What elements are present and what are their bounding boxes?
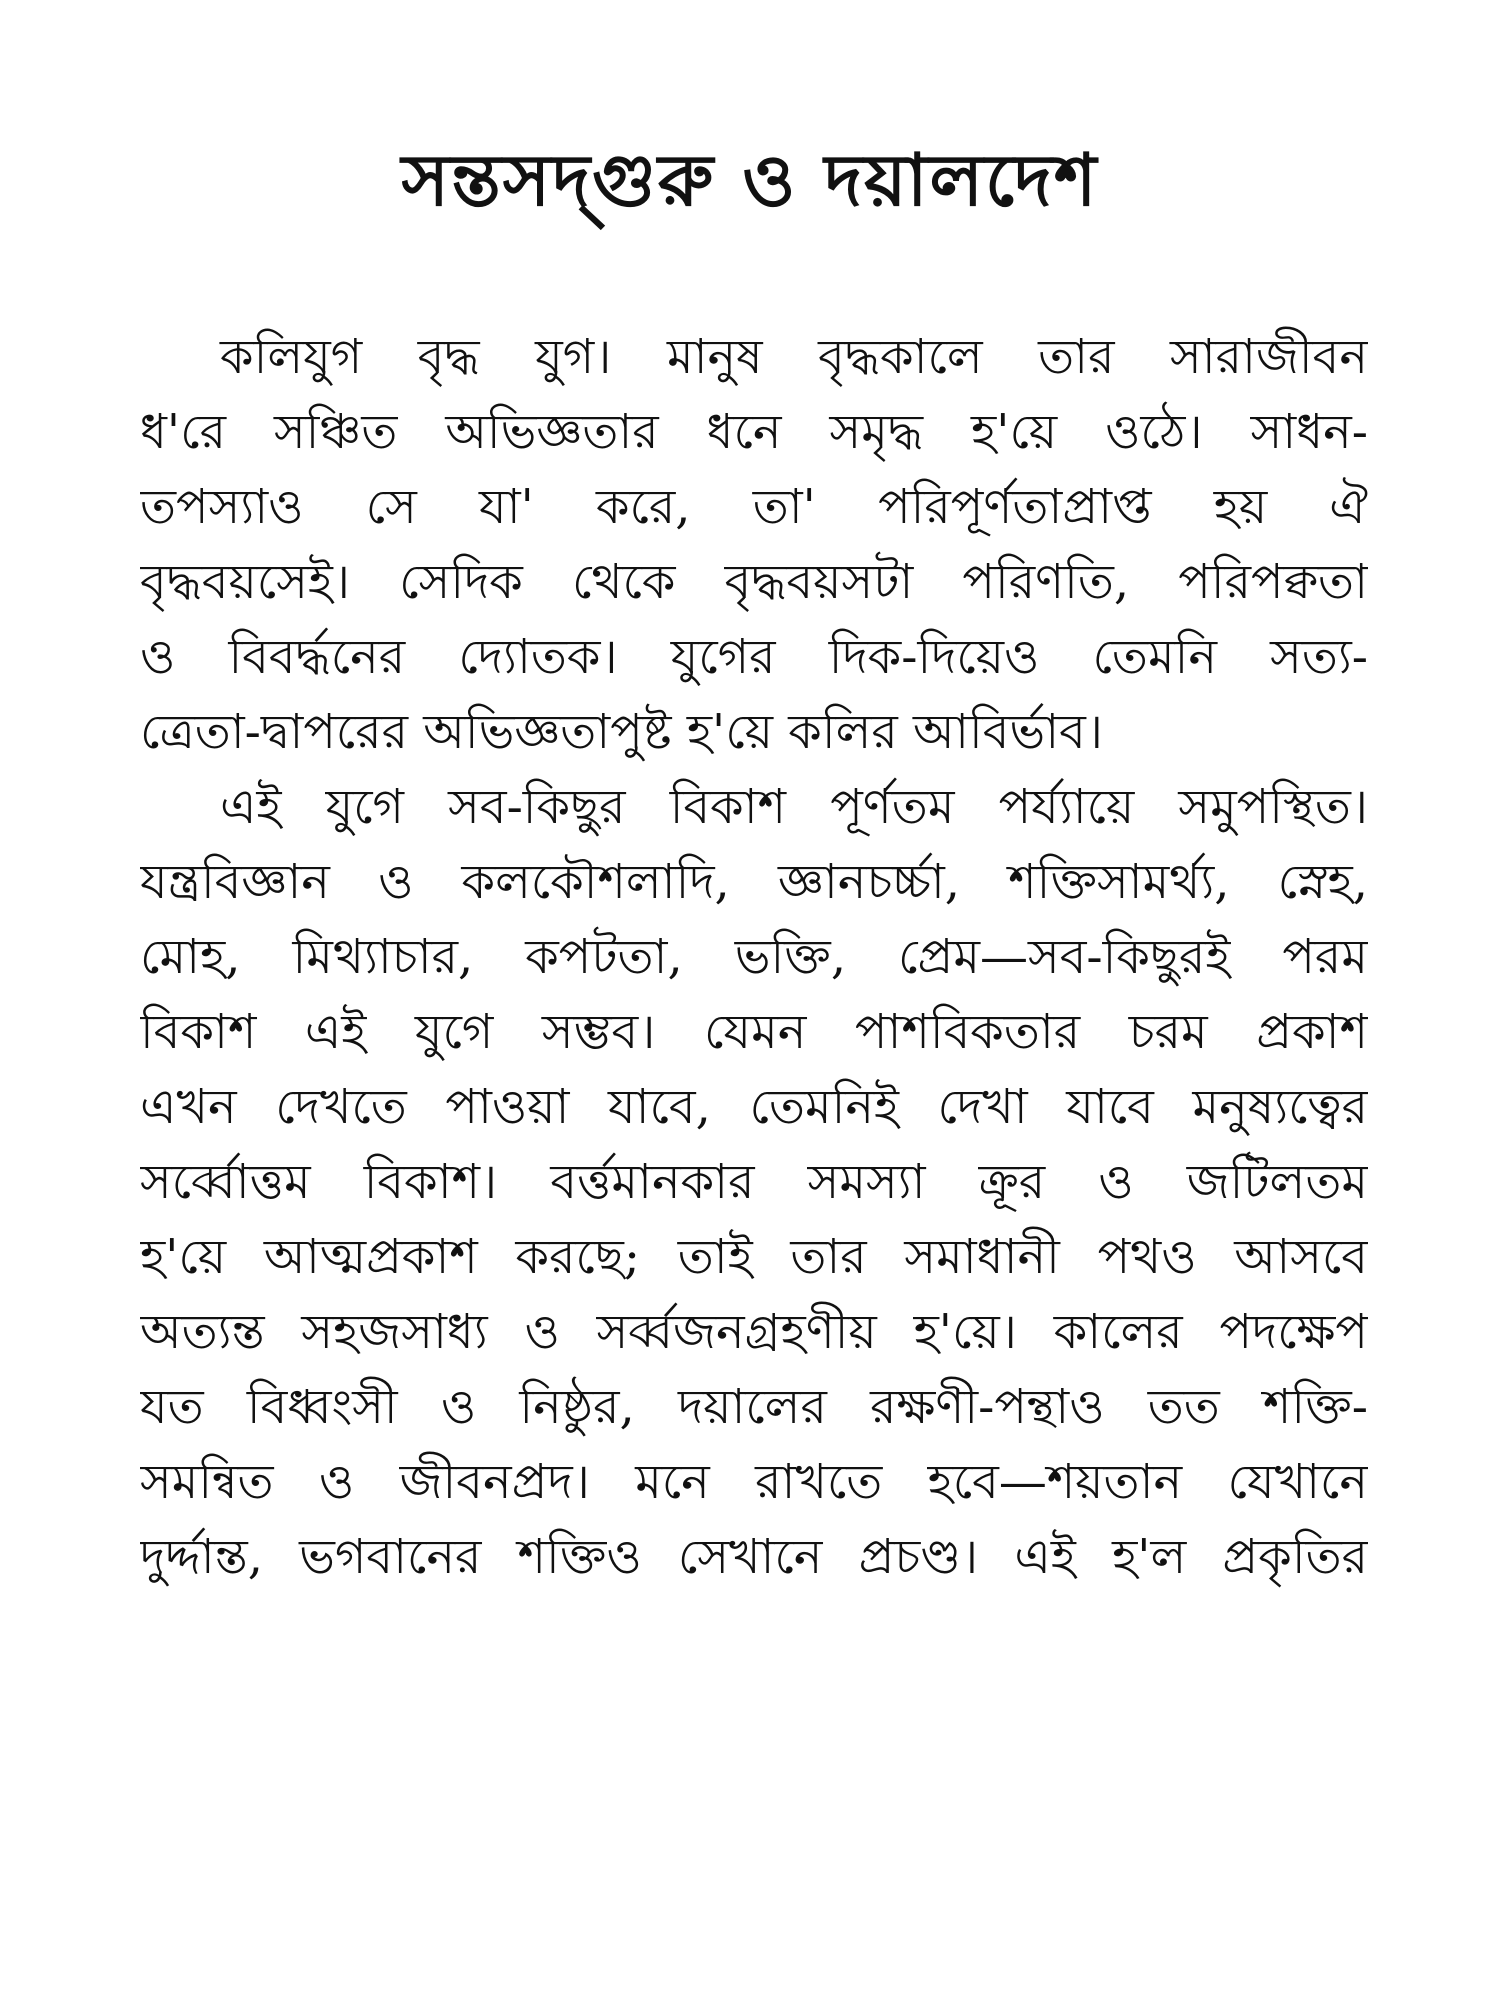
body-text — [140, 320, 1368, 1595]
text-line: হ'য়ে আত্মপ্রকাশ করছে; তাই তার সমাধানী পথও আসবে — [140, 1229, 1368, 1285]
text-line: অত্যন্ত সহজসাধ্য ও সর্ব্বজনগ্রহণীয় হ'য়ে। কালের পদক্ষেপ — [140, 1304, 1368, 1360]
text-line: ও বিবর্দ্ধনের দ্যোতক। যুগের দিক-দিয়েও তেমনি সত্য- — [140, 629, 1368, 685]
text-line: বিকাশ এই যুগে সম্ভব। যেমন পাশবিকতার চরম প্রকাশ — [140, 1004, 1368, 1060]
text-line: এই যুগে সব-কিছুর বিকাশ পূর্ণতম পর্য্যায়ে সমুপস্থিত। — [220, 779, 1368, 835]
text-line: ধ'রে সঞ্চিত অভিজ্ঞতার ধনে সমৃদ্ধ হ'য়ে ওঠে। সাধন- — [140, 404, 1368, 460]
text-line: বৃদ্ধবয়সেই। সেদিক থেকে বৃদ্ধবয়সটা পরিণতি, পরিপক্বতা — [140, 554, 1368, 610]
text-line: মোহ, মিথ্যাচার, কপটতা, ভক্তি, প্রেম—সব-কিছুরই পরম — [140, 929, 1368, 985]
page-title: সন্তসদ্‌গুরু ও দয়ালদেশ — [401, 137, 1099, 222]
text-line: যন্ত্রবিজ্ঞান ও কলকৌশলাদি, জ্ঞানচর্চ্চা, শক্তিসামর্থ্য, স্নেহ, — [140, 854, 1368, 910]
text-line: ত্রেতা-দ্বাপরের অভিজ্ঞতাপুষ্ট হ'য়ে কলির আবির্ভাব। — [140, 704, 1103, 760]
text-line: সমন্বিত ও জীবনপ্রদ। মনে রাখতে হবে—শয়তান যেখানে — [140, 1454, 1368, 1510]
text-line: সর্ব্বোত্তম বিকাশ। বর্ত্তমানকার সমস্যা ক্রূর ও জটিলতম — [140, 1154, 1368, 1210]
text-line: দুর্দ্দান্ত, ভগবানের শক্তিও সেখানে প্রচণ্ড। এই হ'ল প্রকৃতির — [140, 1529, 1368, 1585]
text-line: যত বিধ্বংসী ও নিষ্ঠুর, দয়ালের রক্ষণী-পন্থাও তত শক্তি- — [140, 1379, 1368, 1435]
text-line: তপস্যাও সে যা' করে, তা' পরিপূর্ণতাপ্রাপ্ত হয় ঐ — [140, 479, 1368, 535]
text-line: এখন দেখতে পাওয়া যাবে, তেমনিই দেখা যাবে মনুষ্যত্বের — [140, 1079, 1368, 1135]
text-line: কলিযুগ বৃদ্ধ যুগ। মানুষ বৃদ্ধকালে তার সারাজীবন — [220, 329, 1368, 385]
